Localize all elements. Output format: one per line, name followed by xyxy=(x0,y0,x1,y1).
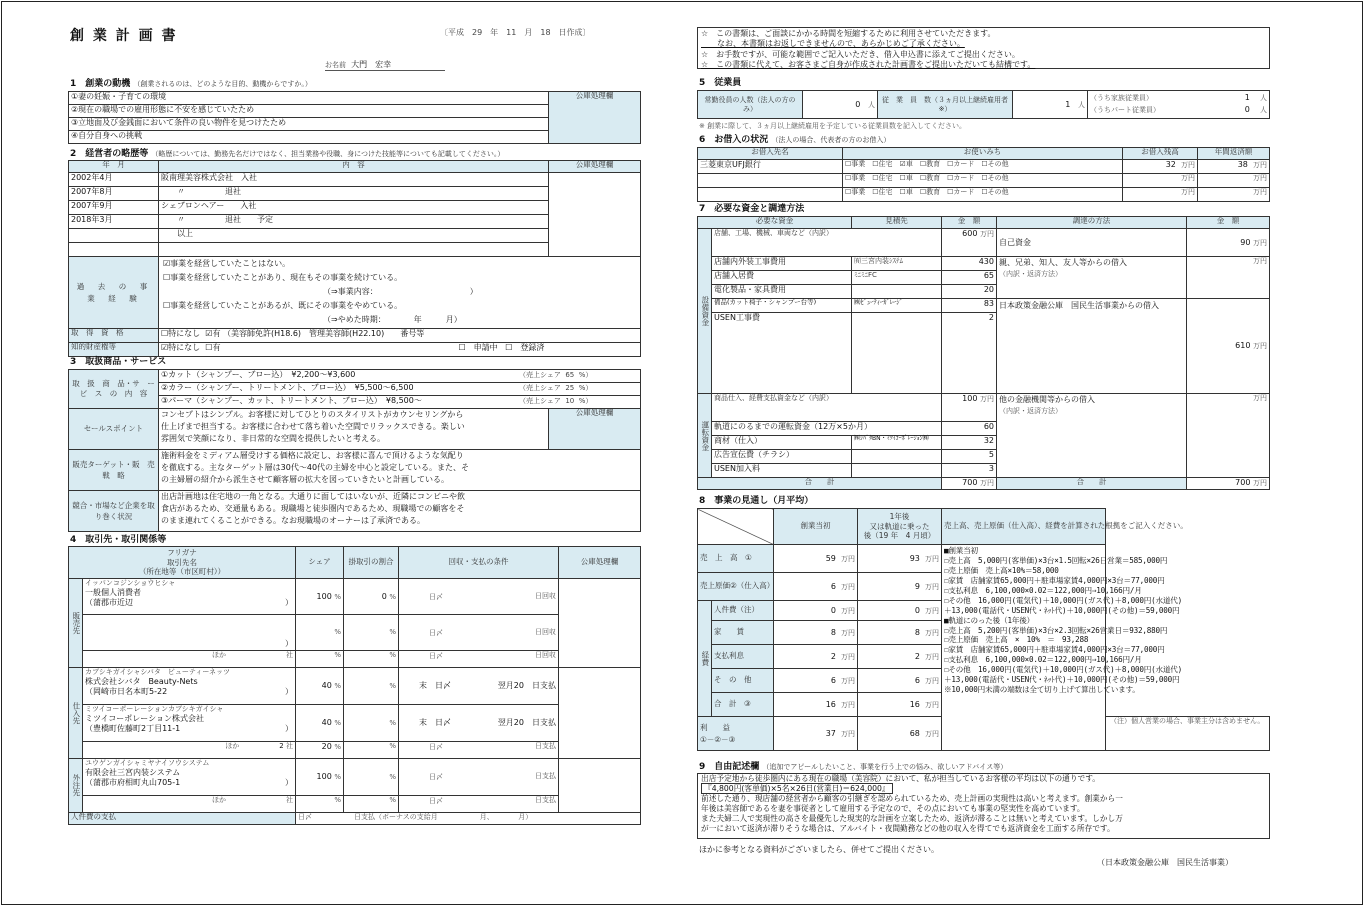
qualification-text: （美容師免許(H18.6) 管理美容師(H22.10) 番号等 xyxy=(222,329,425,338)
col-one-year-sub: 又は軌道に乗った xyxy=(869,521,930,531)
sales-one-year: 93 xyxy=(909,553,920,563)
expense-row-label: 家 賃 xyxy=(712,621,774,645)
working-item: 商材（仕入） xyxy=(712,436,852,450)
document-title: 創 業 計 画 書 xyxy=(70,28,178,44)
target-line: の主婦層の紹介から派生させて顧客層の拡大を図っていきたいと計画している。 xyxy=(161,475,449,484)
unit-10k-yen: 万円 xyxy=(841,700,855,709)
target-label: 販売ターゲット・販 売 戦 略 xyxy=(69,450,159,491)
wage-terms: 日〆 日支払（ボーナスの支給月 月、 月） xyxy=(296,813,641,825)
unit-person: 人 xyxy=(1078,100,1085,109)
collection-day: 日回収 xyxy=(535,627,556,636)
closing-day: 日〆 xyxy=(429,592,443,601)
sales-point-label: セールスポイント xyxy=(69,409,159,450)
unit-10k-yen: 万円 xyxy=(841,582,855,591)
share-label: （売上シェア xyxy=(519,397,561,405)
others-label: ほか xyxy=(225,742,240,750)
free-text-line: 年後は美容師であるを妻を事従者として雇用する予定なので、その点においても事業の堅実性を高めています。 xyxy=(701,804,1085,813)
exp-option-continuing: ☐事業を経営していたことがあり、現在もその事業を続けている。 xyxy=(163,273,403,282)
unit-10k-yen: 万円 xyxy=(925,606,939,615)
family-loan-label: 親、兄弟、知人、友人等からの借入 xyxy=(999,258,1127,267)
created-date: 〔平成 29 年 11 月 18 日作成〕 xyxy=(440,28,591,37)
section2-table xyxy=(68,160,641,357)
required-total-label: 合 計 xyxy=(698,478,942,490)
col-amount: 金 額 xyxy=(942,217,997,229)
share-value: 65 xyxy=(565,371,575,379)
working-total: 100 xyxy=(962,394,978,403)
basis-line: ■創業当初 xyxy=(944,546,978,555)
equipment-amount: 65 xyxy=(942,271,997,285)
funding-total: 700 xyxy=(1235,478,1251,487)
history-ym: 2007年8月 xyxy=(69,187,159,201)
working-funds-label: 運転資金 xyxy=(698,394,712,478)
col-repayment: 年間返済額 xyxy=(1198,148,1270,160)
col-share: シェア xyxy=(296,547,344,579)
free-text-line: 出店予定地から徒歩圏内にある現在の職場（美容院）において、私が担当しているお客様の平均は以下の通りです。 xyxy=(701,774,1100,783)
working-amount: 32 xyxy=(942,436,997,450)
qual-yes: ☑有 xyxy=(205,329,221,338)
history-ym: 2018年3月 xyxy=(69,215,159,229)
history-ym: 2002年4月 xyxy=(69,173,159,187)
sales-line: コンセプトはシンプル。お客様に対してひとりのスタイリストがカウンセリングから xyxy=(161,410,464,419)
footer-org: （日本政策金融公庫 国民生活事業） xyxy=(1097,858,1233,867)
unit-10k-yen: 万円 xyxy=(841,606,855,615)
share-label: （売上シェア xyxy=(519,371,561,379)
section1-heading: 1 創業の動機 （創業されるのは、どのような目的、動機からですか。） xyxy=(70,79,312,89)
ip-registered: ☐ 登録済 xyxy=(505,343,545,352)
basis-line: ☐その他 16,000円(電気代)＋10,000円(ガス代)＋8,000円(水道代) xyxy=(944,665,1183,675)
col-credit-ratio: 掛取引の割合 xyxy=(344,547,399,579)
item-text: ②カラー（シャンプー、トリートメント、ブロー込） ¥5,500〜6,500 xyxy=(161,383,414,392)
partner-share: 40 xyxy=(321,681,332,691)
section6-table xyxy=(697,147,1270,202)
exp-option-none: ☑事業を経営していたことはない。 xyxy=(163,259,291,268)
unit-10k-yen: 万円 xyxy=(1181,161,1195,169)
col-kana: フリガナ xyxy=(167,547,197,557)
required-total: 700 xyxy=(962,478,978,487)
unit-10k-yen: 万円 xyxy=(1198,188,1270,202)
equipment-item: 店舗内外装工事費用 xyxy=(712,257,852,271)
working-item: 軌道にのるまでの運転資金（12万×5か月） xyxy=(712,422,942,436)
col-amount: 金 額 xyxy=(1187,217,1270,229)
basis-line: ☐売上原価 売上高×10%＝58,000 xyxy=(944,565,1059,575)
basis-line: ☐その他 16,000円(電気代)＋10,000円(ガス代)＋8,000円(水道代) xyxy=(944,595,1183,605)
officers-label: 常勤役員の人数（法人の方のみ） xyxy=(698,91,803,119)
target-line: 施術料金をミディアム層受けする価格に設定し、お客様に喜んで頂けるような気配り xyxy=(161,451,464,460)
basis-line: ☐支払利息 6,100,000×0.02＝122,000円⇒10,166円/月 xyxy=(944,585,1142,595)
expense-one-year: 2 xyxy=(914,651,920,661)
own-funds-label: 自己資金 xyxy=(997,229,1187,257)
basis-line: ※10,000円未満の端数は全て切り上げて算出しています。 xyxy=(944,685,1140,695)
expense-initial: 8 xyxy=(830,627,836,637)
unit-10k-yen: 万円 xyxy=(1187,394,1270,478)
motive-item: ①妻の妊娠・子育ての環境 xyxy=(69,92,549,105)
ip-yes: ☐有 xyxy=(205,343,221,352)
unit-10k-yen: 万円 xyxy=(1123,188,1198,202)
unit-10k-yen: 万円 xyxy=(841,554,855,563)
collection-day: 日回収 xyxy=(535,591,556,600)
notice-line: なお、本書類はお返しできませんので、あらかじめご了承ください。 xyxy=(701,39,965,49)
unit-10k-yen: 万円 xyxy=(925,652,939,661)
sales-partner-label: 販売先 xyxy=(69,579,83,668)
unit-10k-yen: 万円 xyxy=(925,628,939,637)
equipment-estimate: ㈲三宮内装ｼｽﾃﾑ xyxy=(852,257,942,271)
exp-content-field: （⇒事業内容： ） xyxy=(323,287,478,296)
partner-kana: ミツイコーポーレーションカブシキガイシャ xyxy=(85,705,224,713)
employees-label: 従 業 員 数（３ヵ月以上継続雇用者※） xyxy=(878,91,1013,119)
history-content: 阪南理美容株式会社 入社 xyxy=(159,173,549,187)
closing-day: 末 日〆 xyxy=(419,681,451,691)
section4-heading: 4 取引先・取引関係等 xyxy=(70,535,167,545)
unit-10k-yen: 万円 xyxy=(841,676,855,685)
expense-total-one-year: 16 xyxy=(909,699,920,709)
unit-person: 人 xyxy=(868,100,875,109)
col-initial: 創業当初 xyxy=(774,509,858,545)
basis-line: ☐売上原価 売上高 × 10% ＝ 93,288 xyxy=(944,635,1089,645)
unit-person: 人 xyxy=(1260,94,1267,102)
loan-purpose: ☐事業 ☐住宅 ☑車 ☐教育 ☐カード ☐その他 xyxy=(843,160,1123,174)
equipment-total: 600 xyxy=(962,229,978,238)
col-required-funds: 必要な資金 xyxy=(698,217,852,229)
expense-initial: 0 xyxy=(830,605,836,615)
working-item: 広告宣伝費（チラシ） xyxy=(712,450,852,464)
part-time-count: 0 xyxy=(1244,105,1250,114)
basis-line: ☐売上高 5,000円(客単価)×3台×1.5回転×26日営業＝585,000円 xyxy=(944,555,1168,565)
outsource-label: 外注先 xyxy=(69,759,83,813)
partner-share: 40 xyxy=(321,718,332,728)
item-text: ①カット（シャンプー、ブロー込） ¥2,200〜¥3,600 xyxy=(161,370,356,379)
collection-day: 日回収 xyxy=(535,651,556,659)
supplier-label: 仕入先 xyxy=(69,668,83,759)
share-value: 25 xyxy=(565,384,575,392)
equipment-amount: 20 xyxy=(942,285,997,299)
qual-none: ☐特になし xyxy=(161,329,201,338)
profit-initial: 37 xyxy=(825,728,836,738)
unit-10k-yen: 万円 xyxy=(925,554,939,563)
officers-count: 0 xyxy=(855,99,861,109)
company-unit: 社 xyxy=(286,742,293,750)
equipment-item: USEN工事費 xyxy=(712,313,852,394)
history-ym xyxy=(69,229,159,243)
employees-count: 1 xyxy=(1065,99,1071,109)
history-content: 〃 退社 xyxy=(159,187,549,201)
equipment-item: 備品(カット椅子・シャンプー台等) xyxy=(712,299,852,313)
section4-table: フリガナ 取引先名 （所在地等（市区町村）） シェア 掛取引の割合 回収・支払の条件 公庫処理欄 販売先 イッパンコジンショウヒシャ 一般個人消費者 （蒲郡市近辺 ） 100 % 0 % 日〆 日回収 ） % % 日〆 日回収 ほか 社 % % 日〆 日回収 仕入先 カブシキガイシャシバタ ビューティーネッツ 株式会社シバタ Beauty-Nets （岡崎市日名本町5-22 ） 40 % % 末 日〆 翌月20 日支払 ミツイコーポーレーションカブシキガイシャ ミツイコーポレーション株式会社 （豊橋町佐藤町2丁目11-1 ） 40 % % 末 日〆 翌月20 日支払 ほか 2 社 20 % % 日〆 日支払 外注先 ユウゲンガイシャミヤナイソウシステム 有限会社三宮内装システム （蒲郡市府相町丸山705-1 ） 100 % % 日〆 日支払 ほか 社 % % 日〆 日支払 人件費の支払 日〆 日支払（ボーナスの支給月 月、 月） xyxy=(68,546,641,825)
unit-10k-yen: 万円 xyxy=(841,729,855,738)
closing-day: 日〆 xyxy=(429,628,443,637)
name-underline xyxy=(325,70,445,71)
history-content: 以上 xyxy=(159,229,549,243)
payment-day: 翌月20 日支払 xyxy=(497,718,556,728)
partner-location: （豊橋町佐藤町2丁目11-1 xyxy=(85,724,181,734)
family-loan-detail: （内訳・返済方法） xyxy=(999,270,1062,278)
free-text-line: 前述した通り、現店舗の経営者から顧客の引継ぎを認められているため、売上計画の実現性は高いと考えます。創業から一 xyxy=(701,794,1123,803)
lender-name: 三菱東京UFJ銀行 xyxy=(698,160,843,174)
section1-table xyxy=(68,91,641,144)
expense-total-initial: 16 xyxy=(825,699,836,709)
notice-line: ☆ この書類に代えて、お客さまご自身が作成された計画書をご提出いただいても結構です。 xyxy=(701,60,1036,70)
payment-day: 日支払 xyxy=(535,772,556,781)
col-lender: お借入先名 xyxy=(698,148,843,160)
col-one-year: 1年後 xyxy=(889,511,910,521)
name-label: お名前 xyxy=(325,61,346,69)
free-text-line: 『4,800円(客単価)×5名×26日(営業日)＝624,000』 xyxy=(701,783,893,794)
expense-initial: 2 xyxy=(830,651,836,661)
family-label: （うち家族従業員） xyxy=(1090,94,1153,102)
loan-repayment: 38 xyxy=(1237,160,1248,169)
section5-heading: 5 従業員 xyxy=(699,78,742,88)
expense-row-label: 支払利息 xyxy=(712,645,774,669)
history-content: 〃 退社 予定 xyxy=(159,215,549,229)
section5-table xyxy=(697,90,1270,119)
family-count: 1 xyxy=(1244,93,1250,102)
col-basis: 売上高、売上原価（仕入高）、経費を計算された根拠をご記入ください。 xyxy=(942,509,1106,545)
col-location: （所在地等（市区町村）） xyxy=(138,567,226,577)
notice-line: ☆ この書類は、ご面談にかかる時間を短縮するために利用させていただきます。 xyxy=(701,29,996,38)
expense-total-label: 合 計 ③ xyxy=(712,693,774,717)
comp-line: 出店計画地は住宅地の一角となる。大通りに面してはいないが、近隣にコンビニや飲 xyxy=(161,492,465,501)
partner-name: ミツイコーポレーション株式会社 xyxy=(85,714,204,724)
equipment-header: 店舗、工場、機械、車両など（内訳） xyxy=(712,229,942,257)
unit-10k-yen: 万円 xyxy=(925,729,939,738)
ip-label: 知的財産権等 xyxy=(69,343,159,357)
closing-day: 日〆 xyxy=(429,797,443,805)
applicant-name xyxy=(325,60,431,69)
partner-kana: カブシキガイシャシバタ ビューティーネッツ xyxy=(85,668,230,676)
own-funds-amount: 90 xyxy=(1240,237,1251,247)
equipment-item: 電化製品・家具費用 xyxy=(712,285,852,299)
expense-one-year: 8 xyxy=(914,627,920,637)
partner-kana: イッパンコジンショウヒシャ xyxy=(85,579,176,587)
cogs-row-label: 売上原価②（仕入高） xyxy=(698,573,774,601)
col-terms: 回収・支払の条件 xyxy=(399,547,559,579)
sales-row-label: 売 上 高 ① xyxy=(698,545,774,573)
free-text-line: が一において返済が滞りそうな場合は、アルバイト・夜間勤務などの他の収入を得てでも返済資金を工面する所存です。 xyxy=(701,824,1115,833)
cogs-one-year: 9 xyxy=(914,581,920,591)
sales-initial: 59 xyxy=(825,553,836,563)
section7-heading: 7 必要な資金と調達方法 xyxy=(699,204,805,214)
others-label: ほか xyxy=(212,796,226,804)
payment-day: 日支払 xyxy=(535,742,556,750)
working-amount: 5 xyxy=(942,450,997,464)
unit-10k-yen: 万円 xyxy=(980,230,994,238)
share-pct: %） xyxy=(578,384,593,392)
jfc-loan-amount: 610 xyxy=(1235,341,1251,351)
partner-name: 一般個人消費者 xyxy=(85,588,141,598)
col-name: 取引先名 xyxy=(167,557,197,567)
working-estimate: ㈱ｼﾊﾞﾀBN・ﾐﾂｲｺｰﾎﾟﾚｰｼｮﾝ㈱ xyxy=(852,436,942,450)
section7-table xyxy=(697,216,1270,490)
expense-row-label: そ の 他 xyxy=(712,669,774,693)
unit-10k-yen: 万円 xyxy=(925,676,939,685)
closing-day: 日〆 xyxy=(429,773,443,782)
official-use: 公庫処理欄 xyxy=(549,409,641,450)
expense-one-year: 6 xyxy=(914,675,920,685)
loan-purpose: ☐事業 ☐住宅 ☐車 ☐教育 ☐カード ☐その他 xyxy=(843,188,1123,202)
col-year-month: 年 月 xyxy=(69,161,159,173)
working-header: 商品仕入、経費支払資金など（内訳） xyxy=(712,394,942,422)
sales-line: 仕上げまで担当する。お客様に合わせて落ち着いた空間でリラックスできる。楽しい xyxy=(161,422,465,431)
target-line: を徹底する。主なターゲット層は30代〜40代の主婦を中心と設定している。また、そ xyxy=(161,463,470,472)
unit-10k-yen: 万円 xyxy=(1253,342,1267,351)
others-count: 2 xyxy=(279,742,284,750)
col-purpose: お使いみち xyxy=(843,148,1123,160)
company-unit: 社 xyxy=(286,651,293,659)
cogs-initial: 6 xyxy=(830,581,836,591)
unit-10k-yen: 万円 xyxy=(1187,257,1270,299)
item-text: ③パーマ（シャンプー、カット、トリートメント、ブロー込） ¥8,500〜 xyxy=(161,396,422,405)
equipment-item: 店舗入居費 xyxy=(712,271,852,285)
closing-day: 日〆 xyxy=(429,652,443,660)
section8-heading: 8 事業の見通し（月平均） xyxy=(699,496,814,506)
profit-formula: ①－②－③ xyxy=(700,734,736,744)
notice-line: ☆ お手数ですが、可能な範囲でご記入いただき、借入申込書に添えてご提出ください。 xyxy=(701,49,1020,59)
section3-heading: 3 取扱商品・サービス xyxy=(70,357,167,367)
partner-share: 100 xyxy=(316,772,332,782)
unit-10k-yen: 万円 xyxy=(1253,238,1267,247)
unit-10k-yen: 万円 xyxy=(1198,174,1270,188)
qualification-label: 取 得 資 格 xyxy=(69,329,159,343)
partner-share: 100 xyxy=(316,591,332,601)
others-label: ほか xyxy=(212,651,226,659)
section2-heading: 2 経営者の略歴等 （略歴については、勤務先名だけではなく、担当業務や役職、身につけた技能等についても記載してください。） xyxy=(70,149,505,159)
section9-heading: 9 自由記述欄 （追加でアピールしたいこと、事業を行う上での悩み、欲しいアドバイス等） xyxy=(699,762,1008,772)
official-use: 公庫処理欄 xyxy=(559,547,641,579)
working-amount: 3 xyxy=(942,464,997,478)
payment-day: 日支払 xyxy=(535,796,556,804)
col-content: 内 容 xyxy=(159,161,549,173)
profit-one-year: 68 xyxy=(909,728,920,738)
partner-location: （蒲郡市近辺 xyxy=(85,598,133,608)
unit-10k-yen: 万円 xyxy=(980,479,994,487)
closing-day: 日〆 xyxy=(429,743,443,751)
col-one-year-date: 後（19 年 4 月頃） xyxy=(863,531,936,541)
payment-day: 翌月20 日支払 xyxy=(497,681,556,691)
part-time-label: （うちパート従業員） xyxy=(1090,106,1160,114)
motive-item: ③立地面及び金銭面において条件の良い物件を見つけたため xyxy=(69,118,549,131)
section6-heading: 6 お借入の状況 （法人の場合、代表者の方のお借入） xyxy=(699,135,891,145)
exp-quit-date-field: （⇒やめた時期： 年 月） xyxy=(323,315,462,324)
official-use: 公庫処理欄 xyxy=(549,161,641,173)
personnel-footnote: （注）個人営業の場合、事業主分は含めません。 xyxy=(1106,717,1270,751)
free-text-line: また夫婦二人で実現性の高さを最優先した現実的な計画を立案したため、返済が滞ることは無いと考えています。しかし万 xyxy=(701,814,1123,823)
items-label: 取 扱 商 品・サ ー ビ ス の 内 容 xyxy=(69,370,159,409)
other-bank-loan-detail: （内訳・返済方法） xyxy=(999,407,1062,415)
notice-box xyxy=(697,27,1270,69)
expense-one-year: 0 xyxy=(914,605,920,615)
basis-line: ＋13,000(電話代・USEN代・ﾈｯﾄ代)＋10,000円(その他)＝59,000円 xyxy=(944,605,1180,615)
comp-line: のまま連れてくることができる。なお現職場のオーナーは了承済である。 xyxy=(161,516,425,525)
share-pct: %） xyxy=(578,371,593,379)
exp-option-quit: ☐事業を経営していたことがあるが、既にその事業をやめている。 xyxy=(163,301,403,310)
equipment-amount: 2 xyxy=(942,313,997,394)
unit-10k-yen: 万円 xyxy=(841,652,855,661)
basis-line: ☐家賃 店舗家賃65,000円＋駐車場家賃4,000円×3台＝77,000円 xyxy=(944,575,1165,585)
basis-line: ☐家賃 店舗家賃65,000円＋駐車場家賃4,000円×3台＝77,000円 xyxy=(944,645,1165,655)
unit-10k-yen: 万円 xyxy=(1123,174,1198,188)
official-use: 公庫処理欄 xyxy=(549,92,641,144)
comp-line: 食店があるため、交通量もある。現職場と徒歩圏内であるため、現職場での顧客をそ xyxy=(161,504,465,513)
competition-label: 競合・市場など企業を取り巻く状況 xyxy=(69,491,159,532)
partner-name: 株式会社シバタ Beauty-Nets xyxy=(85,677,198,687)
unit-10k-yen: 万円 xyxy=(925,700,939,709)
motive-item: ④自分自身への挑戦 xyxy=(69,131,549,144)
loan-purpose: ☐事業 ☐住宅 ☐車 ☐教育 ☐カード ☐その他 xyxy=(843,174,1123,188)
ip-applying: ☐ 申請中 xyxy=(458,343,498,352)
funding-total-label: 合 計 xyxy=(997,478,1187,490)
diagonal-cell xyxy=(698,509,774,545)
col-estimate: 見積先 xyxy=(852,217,942,229)
basis-line: ☐売上高 5,200円(客単価)×3台×2.3回転×26営業日＝932,880円 xyxy=(944,625,1168,635)
unit-10k-yen: 万円 xyxy=(925,582,939,591)
unit-10k-yen: 万円 xyxy=(1253,479,1267,487)
free-text-box xyxy=(697,773,1270,839)
col-balance: お借入残高 xyxy=(1123,148,1198,160)
section8-table xyxy=(697,508,1270,751)
basis-line: ＋13,000(電話代・USEN代・ﾈｯﾄ代)＋10,000円(その他)＝59,000円 xyxy=(944,675,1180,685)
motive-item: ②現在の職場での雇用形態に不安を感じていたため xyxy=(69,105,549,118)
loan-balance: 32 xyxy=(1165,160,1176,169)
working-item: USEN加入料 xyxy=(712,464,852,478)
equipment-estimate xyxy=(852,285,942,299)
equipment-estimate: ﾐﾆﾐﾆFC xyxy=(852,271,942,285)
sales-line: 雰囲気で笑顔になり、非日常的な空間を提供したいと考える。 xyxy=(161,434,385,443)
unit-10k-yen: 万円 xyxy=(980,395,994,403)
partner-location: （岡崎市日名本町5-22 xyxy=(85,687,168,697)
section3-table xyxy=(68,369,641,532)
partner-kana: ユウゲンガイシャミヤナイソウシステム xyxy=(85,759,210,767)
partner-location: （蒲郡市府相町丸山705-1 xyxy=(85,778,181,788)
col-funding-method: 調達の方法 xyxy=(997,217,1187,229)
share-pct: %） xyxy=(578,397,593,405)
working-amount: 60 xyxy=(942,422,997,436)
partner-credit: 0 xyxy=(381,591,387,601)
other-bank-loan-label: 他の金融機関等からの借入 xyxy=(999,395,1095,404)
equipment-estimate: ㈱ﾋﾞｭｰﾃｨｰｶﾞﾚｰｼﾞ xyxy=(852,299,942,313)
footer-note: ほかに参考となる資料がございましたら、併せてご提出ください。 xyxy=(699,845,939,854)
history-ym: 2007年9月 xyxy=(69,201,159,215)
equipment-amount: 83 xyxy=(942,299,997,313)
basis-line: ☐支払利息 6,100,000×0.02＝122,000円⇒10,166円/月 xyxy=(944,655,1142,665)
company-unit: 社 xyxy=(286,796,293,804)
name-value: 大門 宏幸 xyxy=(351,60,392,69)
closing-day: 末 日〆 xyxy=(419,718,451,728)
jfc-loan-label: 日本政策金融公庫 国民生活事業からの借入 xyxy=(997,299,1187,394)
employee-note: ※ 創業に際して、３ヵ月以上継続雇用を予定している従業員数を記入してください。 xyxy=(699,122,966,130)
equipment-estimate xyxy=(852,313,942,394)
share-value: 10 xyxy=(565,397,575,405)
basis-line: ■軌道にのった後（1年後） xyxy=(944,615,1034,625)
unit-person: 人 xyxy=(1260,106,1267,114)
partner-name: 有限会社三宮内装システム xyxy=(85,768,181,778)
history-content: シェブロンヘアー 入社 xyxy=(159,201,549,215)
unit-10k-yen: 万円 xyxy=(1253,161,1267,169)
share-label: （売上シェア xyxy=(519,384,561,392)
past-experience-label: 過 去 の 事 業 経 験 xyxy=(69,257,159,329)
wage-payment-label: 人件費の支払 xyxy=(69,813,296,825)
partner-share: 20 xyxy=(321,742,332,751)
ip-none: ☑特になし xyxy=(161,343,201,352)
expense-initial: 6 xyxy=(830,675,836,685)
profit-label: 利 益 xyxy=(700,722,730,732)
equipment-amount: 430 xyxy=(942,257,997,271)
unit-10k-yen: 万円 xyxy=(841,628,855,637)
expenses-label: 経費 xyxy=(698,601,712,717)
equipment-funds-label: 設備資金 xyxy=(698,229,712,394)
expense-row-label: 人件費（注） xyxy=(712,601,774,621)
